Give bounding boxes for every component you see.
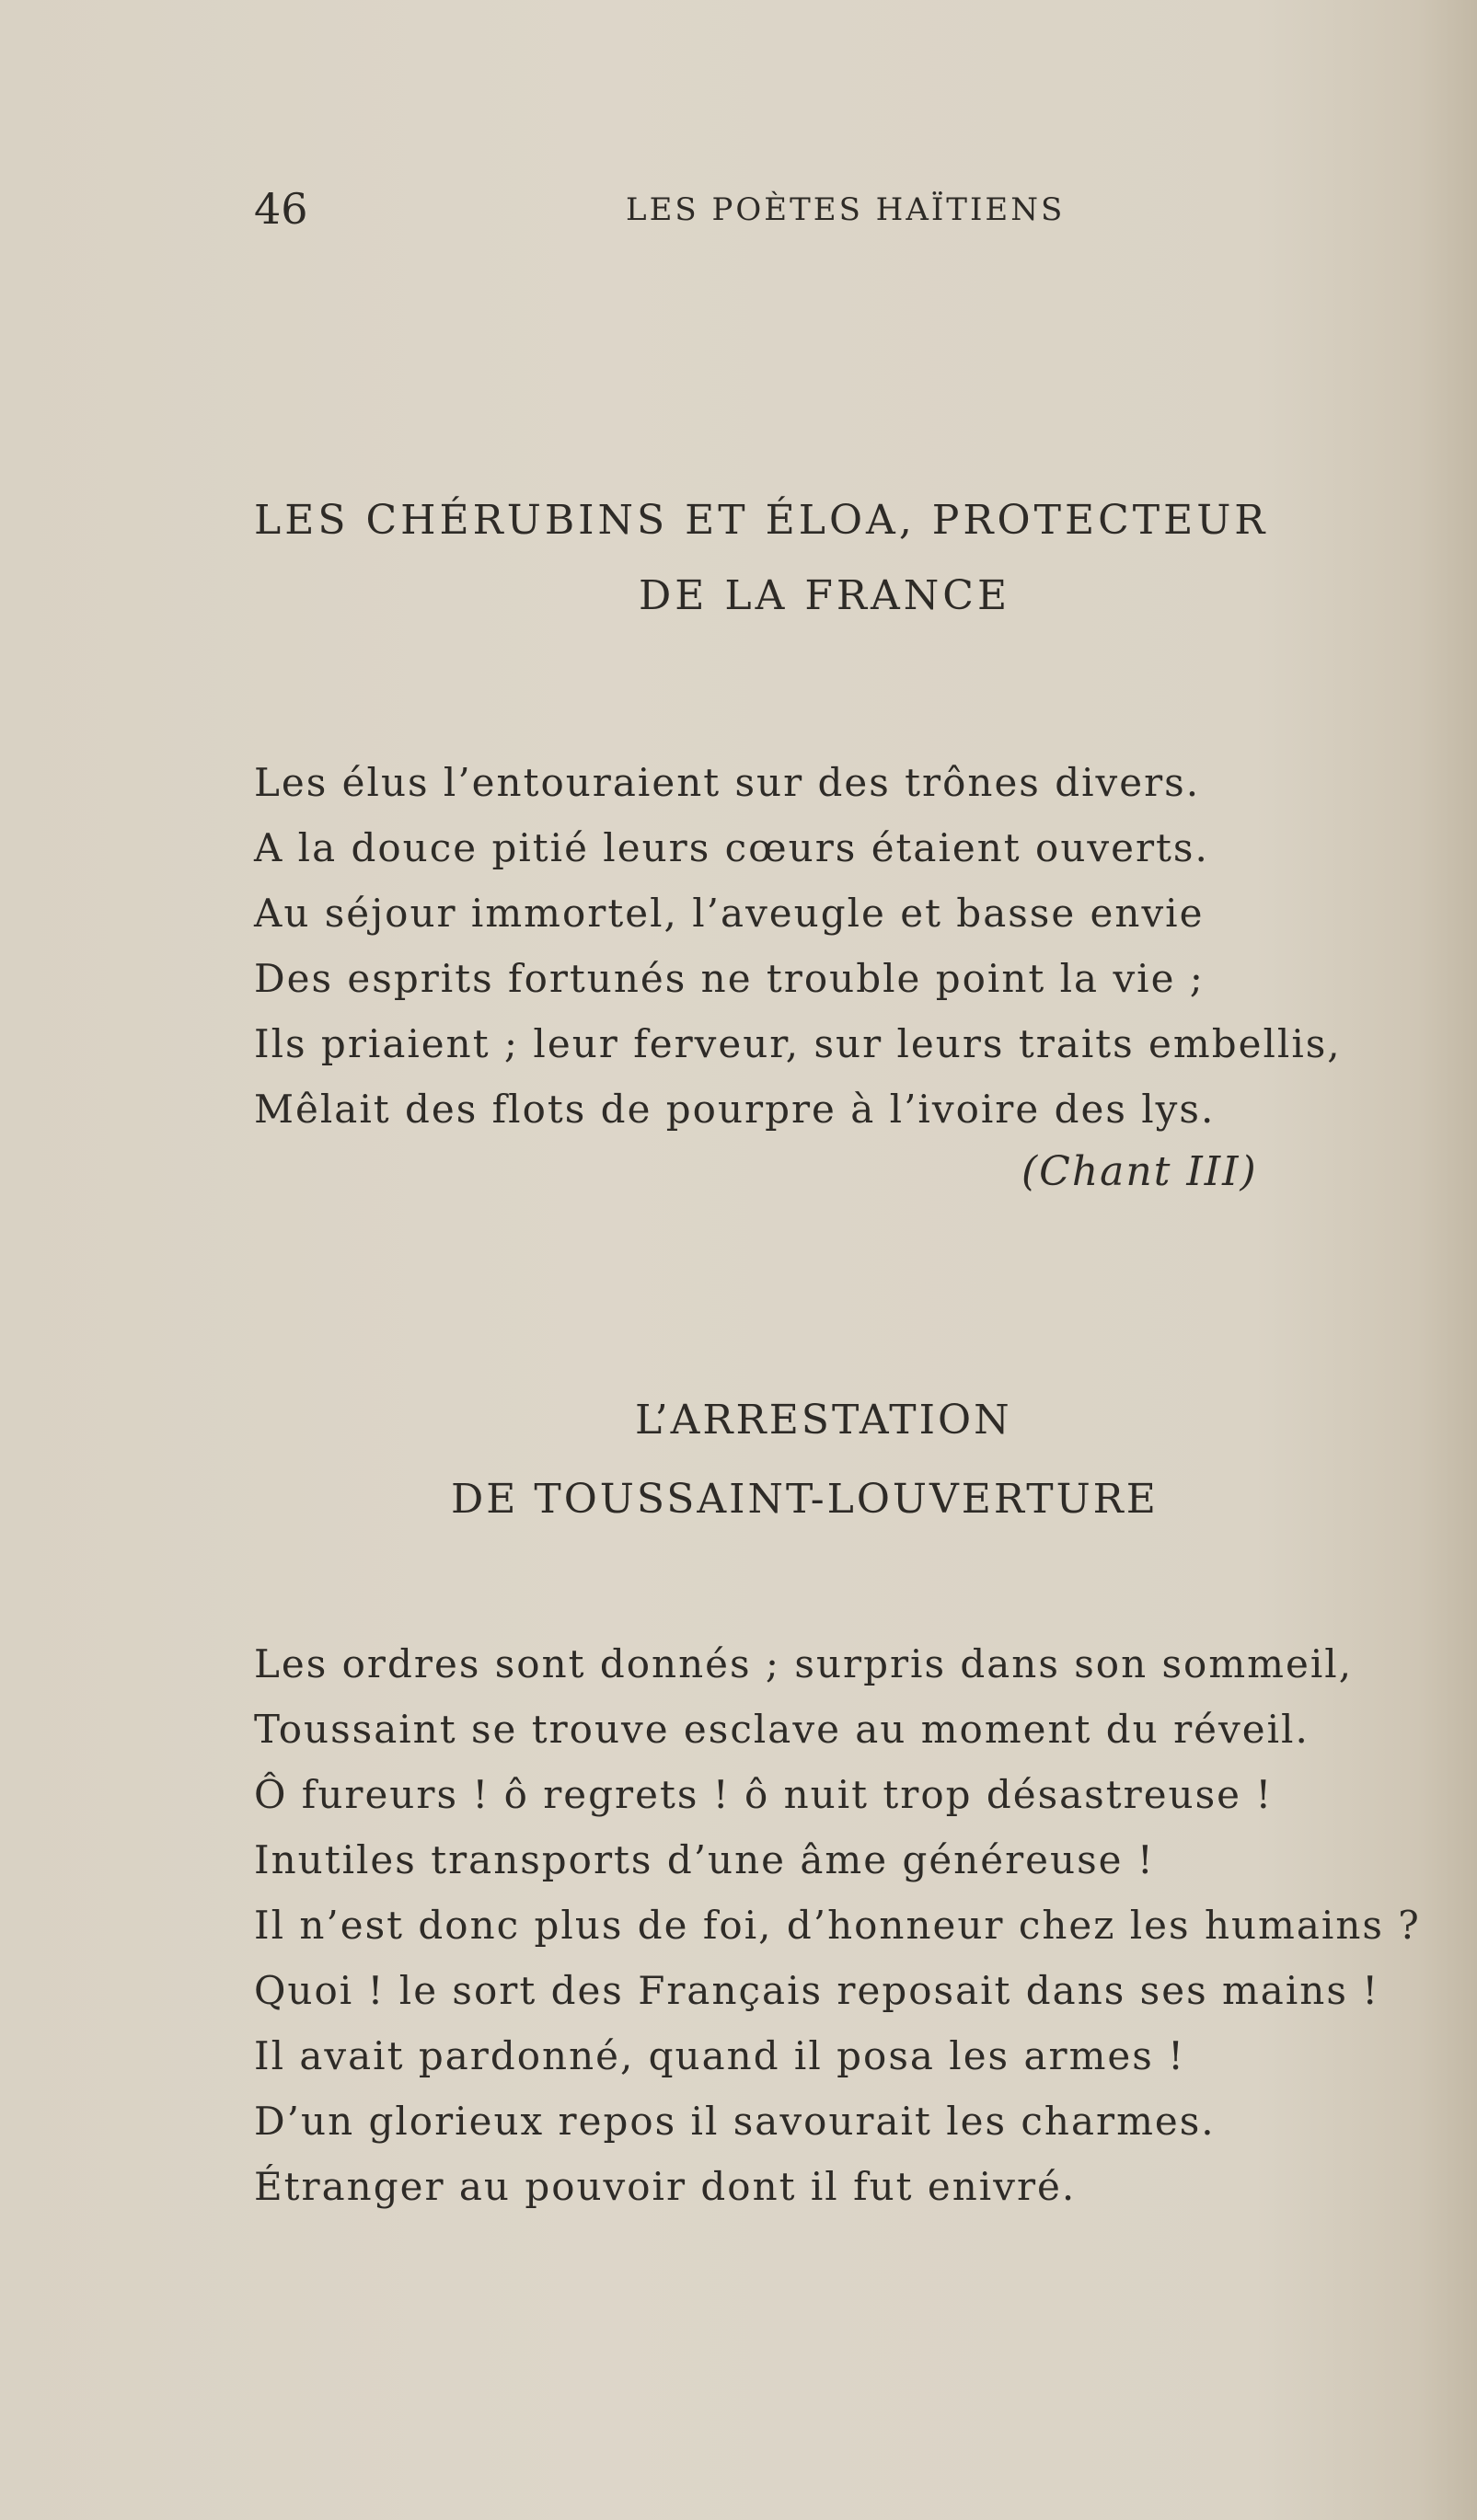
running-title: LES POÈTES HAÏTIENS — [626, 191, 1066, 228]
section-title-line-2: DE LA FRANCE — [639, 572, 1011, 619]
attribution: (Chant III) — [1021, 1148, 1258, 1195]
verse-line: Il avait pardonné, quand il posa les armes ! — [254, 2033, 1186, 2078]
verse-line: Au séjour immortel, l’aveugle et basse envie — [254, 891, 1205, 936]
verse-line: Ils priaient ; leur ferveur, sur leurs traits embellis, — [254, 1021, 1342, 1066]
verse-line: Des esprits fortunés ne trouble point la vie ; — [254, 956, 1205, 1001]
verse-line: Toussaint se trouve esclave au moment du réveil. — [254, 1707, 1310, 1752]
page-header — [0, 184, 1477, 239]
verse-line: D’un glorieux repos il savourait les charmes. — [254, 2099, 1216, 2144]
verse-line: Il n’est donc plus de foi, d’honneur chez les humains ? — [254, 1903, 1421, 1948]
verse-line: Ô fureurs ! ô regrets ! ô nuit trop désastreuse ! — [254, 1772, 1274, 1817]
verse-line: Les ordres sont donnés ; surpris dans son sommeil, — [254, 1641, 1354, 1686]
section-title-line-1: LES CHÉRUBINS ET ÉLOA, PROTECTEUR — [254, 497, 1269, 544]
section-title-line-1: L’ARRESTATION — [635, 1397, 1012, 1444]
verse-line: Étranger au pouvoir dont il fut enivré. — [254, 2164, 1077, 2209]
verse-line: Les élus l’entouraient sur des trônes divers. — [254, 760, 1201, 805]
verse-line: A la douce pitié leurs cœurs étaient ouverts. — [254, 825, 1209, 870]
section-title-line-2: DE TOUSSAINT-LOUVERTURE — [451, 1476, 1159, 1523]
verse-line: Mêlait des flots de pourpre à l’ivoire des lys. — [254, 1087, 1216, 1132]
page-number: 46 — [254, 184, 308, 234]
verse-line: Quoi ! le sort des Français reposait dans ses mains ! — [254, 1968, 1380, 2013]
verse-line: Inutiles transports d’une âme généreuse ! — [254, 1837, 1155, 1882]
